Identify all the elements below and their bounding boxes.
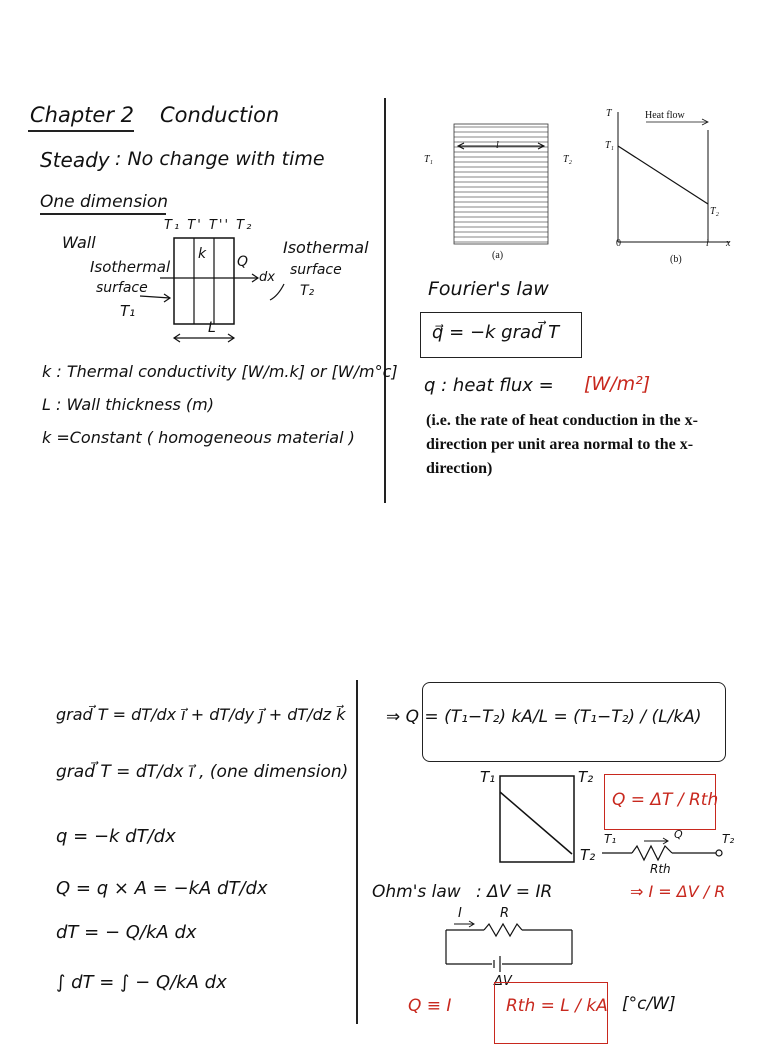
eq-grad-one-dim: grad⃗ T = dT/dx i⃗ , (one dimension) [56,762,349,782]
eq-integral: ∫ dT = ∫ − Q/kA dx [56,972,227,993]
q-rth-equation: Q = ΔT / Rth [612,790,719,810]
eq-grad-full: grad⃗ T = dT/dx i⃗ + dT/dy j⃗ + dT/dz k⃗ [56,705,346,724]
fig-axis-t: T [606,108,612,119]
fourier-equation: q⃗ = −k grad⃗ T [432,322,560,343]
steady-label: Steady [40,148,110,172]
fig-axis-x: x [726,238,731,249]
chapter-underline [28,130,134,132]
divider-bottom [356,680,358,1024]
sketch-t2-bottom: T₂ [580,846,596,864]
circuit-i: I [458,906,462,921]
steady-definition: : No change with time [115,148,325,170]
fig-l: l [496,140,499,151]
fig-label-b: (b) [670,254,682,265]
one-dimension-label: One dimension [40,192,169,212]
def-constant: k =Constant ( homogeneous material ) [42,428,355,447]
wall-k: k [198,246,207,262]
circuit-q: Q [674,828,683,841]
circuit-r: R [500,906,510,921]
def-conductivity: k : Thermal conductivity [W/m.k] or [W/m°c] [42,362,398,381]
rth-unit: [°c/W] [622,994,676,1014]
sketch-t1: T₁ [480,768,496,786]
q-equiv-i: Q ≡ I [408,996,452,1016]
divider-top [384,98,386,503]
eq-q-area: Q = q × A = −kA dT/dx [56,878,268,899]
fig-t2-axis: T₂ [710,206,720,217]
wall-dx: dx [259,270,275,285]
circuit-dv: ΔV [494,974,512,989]
circuit-t1: T₁ [604,832,617,846]
flux-explanation: (i.e. the rate of heat conduction in the x-direction per unit area normal to the x-direction) [426,412,698,477]
eq-dt-separation: dT = − Q/kA dx [56,922,197,943]
ohms-law-equation: : ΔV = IR [476,882,553,902]
circuit-t2: T₂ [722,832,735,846]
fig-t1-axis: T₁ [605,140,615,151]
chapter-title: Conduction [160,103,280,127]
heat-flux-unit: [W/m²] [584,373,651,395]
surface-left-label: surface [96,280,148,296]
fourier-title: Fourier's law [428,278,549,300]
fig-t1-left: T₁ [424,154,434,165]
wall-t-labels: T₁ T' T'' T₂ [164,218,254,233]
t2-right-label: T₂ [300,283,315,299]
sketch-t2-top: T₂ [578,768,594,786]
fig-zero: 0 [616,238,621,249]
ohms-law-label: Ohm's law [372,882,461,902]
electric-circuit [444,920,584,980]
wall-temperature-sketch [494,768,584,868]
fig-heat-flow: Heat flow [645,110,685,121]
chapter-label: Chapter 2 [30,103,134,127]
fig-l-axis: l [706,238,709,249]
wall-thickness-L: L [208,320,216,336]
ohms-law-current: ⇒ I = ΔV / R [630,882,726,901]
iso-left-label: Isothermal [90,258,171,276]
eq-flux-gradient: q = −k dT/dx [56,826,176,847]
one-dimension-underline [40,213,166,215]
wall-label: Wall [62,233,96,252]
rth-equation: Rth = L / kA [506,996,608,1016]
main-equation: ⇒ Q = (T₁−T₂) kA/L = (T₁−T₂) / (L/kA) [386,707,702,727]
circuit-rth: Rth [650,862,671,876]
iso-right-label: Isothermal [283,238,369,257]
def-thickness: L : Wall thickness (m) [42,395,214,414]
heat-flux-label: q : heat flux = [424,375,554,396]
t1-left-label: T₁ [120,302,136,320]
wall-q: Q [237,254,249,270]
fig-label-a: (a) [492,250,504,261]
surface-right-label: surface [290,262,342,278]
fig-t2-left: T₂ [563,154,573,165]
